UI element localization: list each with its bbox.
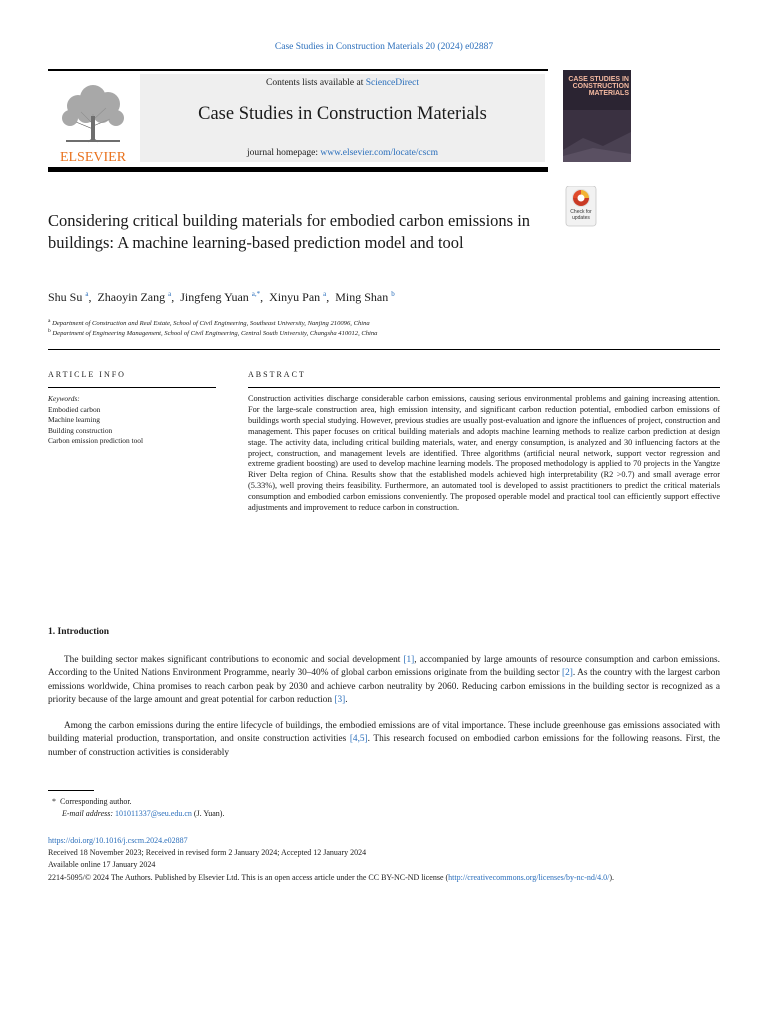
license-text: 2214-5095/© 2024 The Authors. Published by Elsevier Ltd. This is an open access article under the CC BY-NC-ND license ( — [48, 873, 449, 882]
author-name[interactable]: Ming Shan — [335, 290, 389, 304]
email-suffix: (J. Yuan). — [193, 808, 225, 818]
journal-homepage-link[interactable]: www.elsevier.com/locate/cscm — [320, 148, 438, 158]
contents-available-line — [140, 78, 545, 88]
article-info-divider — [48, 387, 216, 388]
doi-link[interactable]: https://doi.org/10.1016/j.cscm.2024.e02887 — [48, 836, 188, 845]
email-label: E-mail address: — [62, 808, 114, 818]
journal-title: Case Studies in Construction Materials — [198, 104, 487, 124]
received-dates: Received 18 November 2023; Received in revised form 2 January 2024; Accepted 12 January 2024 — [48, 848, 367, 857]
keyword-item: Building construction — [48, 425, 113, 435]
license-link[interactable]: http://creativecommons.org/licenses/by-nc-nd/4.0/ — [448, 873, 610, 882]
affiliation-marker: a — [48, 318, 51, 324]
journal-reference[interactable]: Case Studies in Construction Materials 20 (2024) e02887 — [274, 42, 494, 52]
abstract-divider — [248, 387, 720, 388]
keyword-item: Carbon emission prediction tool — [48, 436, 144, 445]
check-for-updates-icon[interactable] — [564, 186, 598, 228]
keywords-label: Keywords: — [48, 394, 80, 403]
email-link[interactable]: 101011337@seu.edu.cn — [115, 808, 192, 818]
available-online-date: Available online 17 January 2024 — [48, 860, 156, 869]
citation-link[interactable]: [4,5] — [349, 734, 368, 745]
cover-artwork — [563, 110, 631, 162]
journal-homepage-line — [140, 148, 545, 158]
author-affiliation-marker[interactable]: a,* — [251, 290, 261, 298]
affiliation-divider — [48, 349, 720, 350]
homepage-prefix: journal homepage: — [247, 148, 321, 158]
check-for-updates-label: Check for updates — [570, 209, 592, 221]
author-name[interactable]: Xinyu Pan — [269, 290, 321, 304]
keyword-item: Embodied carbon — [48, 404, 101, 414]
author-affiliation-marker[interactable]: a — [85, 290, 89, 298]
sciencedirect-link[interactable]: ScienceDirect — [365, 78, 419, 88]
citation-link[interactable]: [3] — [334, 695, 346, 706]
abstract-heading: ABSTRACT — [248, 370, 306, 379]
paragraph-text: . This research focused on embodied carbon emissions for the following reasons. First, the number of construction activities is considerably — [48, 734, 720, 758]
affiliation-text: Department of Construction and Real Estate, School of Civil Engineering, Southeast University, Nanjing 210096, China — [52, 320, 370, 328]
corresponding-author-footnote — [52, 796, 692, 819]
author-affiliation-marker[interactable]: a — [323, 290, 327, 298]
footnote-text: Corresponding author. — [60, 797, 132, 806]
keywords-block — [48, 394, 218, 447]
body-paragraph — [48, 720, 720, 760]
license-text: ). — [609, 873, 614, 882]
section-heading-introduction: 1. Introduction — [48, 627, 110, 637]
author-list: Shu Su $^a$, Zhaoyin Zang $^a$, Jingfeng Yuan $^{a,*}$, Xinyu Pan $^a$, Ming Shan $^b$ — [48, 290, 395, 304]
journal-cover-thumbnail[interactable] — [563, 70, 631, 162]
footnote-divider — [48, 790, 94, 791]
article-title: Considering critical building materials for embodied carbon emissions in buildings: A machine learning-based prediction model and tool — [48, 211, 531, 252]
abstract-text: Construction activities discharge considerable carbon emissions, causing serious environmental problems and gaining increasing attention. For the large-scale construction area, high emission intensity, and significant carbon reduction potential, embodied carbon emissions of buildings worth special studying. However, previous studies are usually post-evaluation and ignore the influences of project, construction and management. This paper focuses on critical building materials and adopts machine learning methods to realize carbon prediction at design stage. The activity data, including critical building materials, water, and energy consumption, is analyzed and 30 influencing factors at the project, construction, and management levels are identified. Three algorithms (artificial neural network, support vector regression and extreme gradient boosting) are used to develop machine learning models. The proposed methodology is applied to 70 projects in the Yangtze River Delta region of China. Results show that the established models achieved high interpretability (R2 >0.7) and small average error (5.33%), well proving theirs feasibility. Furthermore, an automated tool is developed to assist practitioners to predict the critical materials consumption and embodied carbon emissions conveniently. The proposed operable model and practical tool can efficiently support effective adjustments and improvement to reduce carbon in construction. — [248, 394, 720, 513]
author-affiliation-marker[interactable]: b — [391, 290, 395, 298]
header-bottom-rule — [48, 167, 548, 172]
paragraph-text: Among the carbon emissions during the entire lifecycle of buildings, the embodied emissions are of vital importance. These include greenhouse gas emissions associated with building material production, transportation, and onsite construction activities — [48, 721, 720, 745]
header-top-rule — [48, 69, 548, 71]
affiliation-marker: b — [48, 328, 51, 334]
paragraph-text: . — [345, 695, 348, 706]
author-affiliation-marker[interactable]: a — [168, 290, 172, 298]
paragraph-text: The building sector makes significant contributions to economic and social development — [64, 655, 404, 665]
body-paragraph — [48, 654, 720, 708]
affiliation-a — [48, 318, 688, 327]
cover-title: CASE STUDIES IN CONSTRUCTION MATERIALS — [568, 76, 629, 97]
paragraph-text: , accompanied by large amounts of resource consumption and carbon emissions. According to the United Nations Environment Programme, nearly 30–40% of global carbon emissions originate from the building sector — [48, 655, 720, 679]
paragraph-text: . As the country with the largest carbon emissions worldwide, China promises to reach carbon peak by 2030 and achieve carbon neutrality by 2060. Reducing carbon emissions in the building sector is recognized as a priority because of the large amount and great potential for carbon reduction — [48, 668, 720, 706]
license-statement — [48, 872, 634, 884]
author-name[interactable]: Shu Su — [48, 290, 83, 304]
author-name[interactable]: Zhaoyin Zang — [97, 290, 166, 304]
author-name[interactable]: Jingfeng Yuan — [180, 290, 249, 304]
footnote-marker: * — [52, 797, 56, 806]
elsevier-logo[interactable] — [48, 74, 138, 164]
elsevier-wordmark: ELSEVIER — [59, 150, 127, 164]
affiliation-b — [48, 328, 688, 337]
article-info-heading: ARTICLE INFO — [48, 370, 126, 379]
citation-link[interactable]: [1] — [403, 655, 415, 665]
citation-link[interactable]: [2] — [562, 668, 573, 679]
keyword-item: Machine learning — [48, 415, 100, 424]
contents-prefix: Contents lists available at — [265, 78, 366, 88]
affiliation-text: Department of Engineering Management, School of Civil Engineering, Central South University, Changsha 410012, China — [52, 330, 378, 338]
